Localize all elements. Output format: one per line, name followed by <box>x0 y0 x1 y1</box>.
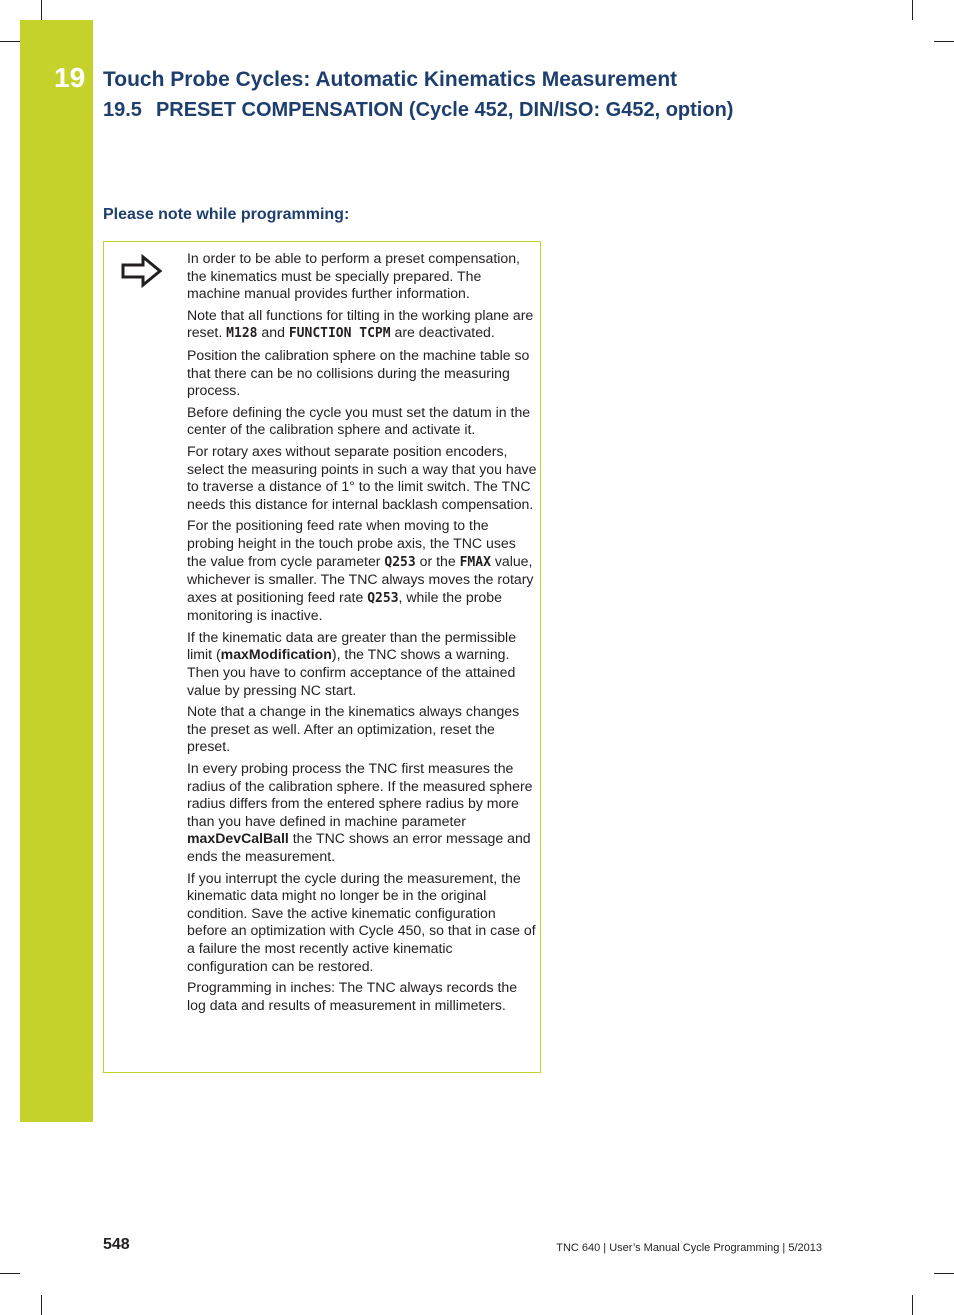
note-paragraph: Note that all functions for tilting in the working plane are reset. M128 and FUNCTION TCPM are deactivated. <box>187 306 534 342</box>
section-title-text: PRESET COMPENSATION (Cycle 452, DIN/ISO: G452, option) <box>155 99 734 121</box>
footer-text: TNC 640 | User’s Manual Cycle Programming | 5/2013 <box>556 1242 822 1254</box>
note-paragraph: For rotary axes without separate position encoders, select the measuring points in such a way that you have to traverse a distance of 1° to the limit switch. The TNC needs this distance for internal backlash compensation. <box>187 442 537 512</box>
note-paragraph: Programming in inches: The TNC always records the log data and results of measurement in millimeters. <box>187 979 518 1013</box>
note-paragraph: Position the calibration sphere on the machine table so that there can be no collisions during the measuring process. <box>187 346 530 399</box>
code-m128: M128 <box>226 326 258 342</box>
code-function-tcpm: FUNCTION TCPM <box>288 326 391 342</box>
section-title <box>103 99 733 122</box>
param-max-modification: maxModification <box>220 646 332 663</box>
code-q253: Q253 <box>367 590 399 606</box>
crop-mark <box>0 41 20 42</box>
param-max-dev-cal-ball: maxDevCalBall <box>187 830 289 847</box>
note-paragraph: Note that a change in the kinematics always changes the preset as well. After an optimization, reset the preset. <box>187 703 520 755</box>
note-paragraph: If the kinematic data are greater than the permissible limit (maxModification), the TNC shows a warning. Then you have to confirm acceptance of the attained value by pressing NC start. <box>187 628 517 698</box>
crop-mark <box>934 1273 954 1274</box>
arrow-right-icon <box>120 254 164 288</box>
crop-mark <box>912 0 913 20</box>
crop-mark <box>934 41 954 42</box>
code-q253: Q253 <box>384 554 416 570</box>
chapter-title: Touch Probe Cycles: Automatic Kinematics Measurement <box>103 68 678 91</box>
note-paragraph: For the positioning feed rate when moving to the probing height in the touch probe axis, the TNC uses the value from cycle parameter Q253 or the FMAX value, whichever is smaller. The TNC always moves the rotary axes at positioning feed rate Q253, while the probe monitoring is inactive. <box>187 517 534 624</box>
note-paragraph: In every probing process the TNC first measures the radius of the calibration sphere. If the measured sphere radius differs from the entered sphere radius by more than you have defined in machine parameter maxDevCalBall the TNC shows an error message and ends the measurement. <box>187 760 533 864</box>
chapter-number: 19 <box>54 62 86 93</box>
note-paragraph: Before defining the cycle you must set the datum in the center of the calibration sphere and activate it. <box>187 403 531 438</box>
section-number: 19.5 <box>103 99 142 121</box>
note-paragraph: If you interrupt the cycle during the measurement, the kinematic data might no longer be in the original condition. Save the active kinematic configuration before an optimization with Cycle 450, so that in case of a failure the most recently active kinematic configuration can be restored. <box>187 869 536 974</box>
chapter-side-bar <box>20 20 93 1122</box>
crop-mark <box>41 0 42 20</box>
note-text <box>187 250 537 1018</box>
code-fmax: FMAX <box>459 554 491 570</box>
note-paragraph: In order to be able to perform a preset compensation, the kinematics must be specially prepared. The machine manual provides further information. <box>187 250 520 302</box>
note-box <box>103 241 541 1073</box>
crop-mark <box>0 1273 20 1274</box>
crop-mark <box>41 1295 42 1315</box>
crop-mark <box>912 1295 913 1315</box>
subheading: Please note while programming: <box>103 206 350 223</box>
page-number: 548 <box>103 1236 130 1253</box>
